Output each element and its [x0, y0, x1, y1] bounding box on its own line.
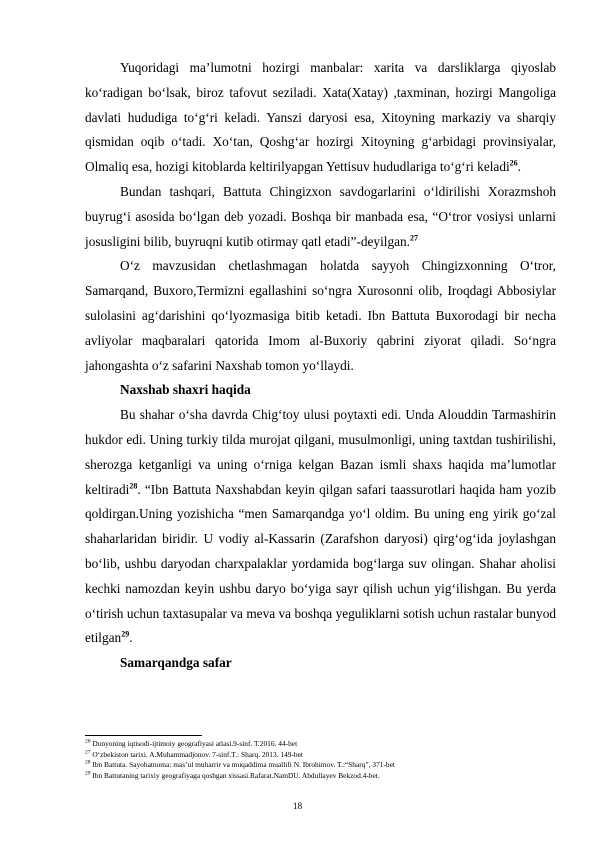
footnote-text: Ibn Battutaning tarixiy geografiyaga qoshgan xissasi.Rafarat.NamDU. Abdullayev Bekzod.4-bet.	[90, 770, 380, 780]
body-text	[85, 56, 556, 676]
footnote-ref[interactable]: 26	[509, 158, 518, 168]
paragraph-3	[85, 254, 556, 378]
footnote-number: 27	[85, 749, 91, 756]
paragraph-4	[85, 403, 556, 651]
section-heading: Samarqandga safar	[120, 655, 232, 671]
paragraph-text: . “Ibn Battuta Naxshabdan keyin qilgan safari taassurotlari haqida ham yozib qoldirgan.Uning yozishicha “men Samarqandga yo‘l oldim. Bu uning eng yirik go‘zal shaharlaridan biridir. U vodiy al-Kassarin (Zarafshon daryosi) qirg‘og‘ida joylashgan bo‘lib, ushbu daryodan charxpalaklar yordamida bog‘larga suv olingan. Shahar aholisi kechki namozdan keyin ushbu daryo bo‘yiga sayr qilish uchun yig‘ilishgan. Bu yerda o‘tirish uchun taxtasupalar va meva va boshqa yeguliklarni sotish uchun rastalar bunyod etilgan	[85, 481, 556, 646]
paragraph-2	[85, 180, 556, 254]
footnote-text: Ibn Battuta. Sayohatnoma: mas’ul muharrir va muqaddima muallifi N. Ibrohimov. T.:“Sharq”, 371-bet	[90, 760, 395, 769]
footnote-text: Dunyoning iqtisodi-ijtimoiy geografiyasi atlasi.9-sinf. T.2016. 44-bet	[90, 739, 298, 748]
punctuation: .	[517, 159, 521, 175]
paragraph-1	[85, 56, 556, 180]
page-number: 18	[292, 802, 303, 812]
footnotes	[85, 739, 556, 781]
footnote	[85, 771, 556, 782]
paragraph-text: O‘z mavzusidan chetlashmagan holatda sayyoh Chingizxonning O‘tror, Samarqand, Buxoro,Termizni egallashini so‘ngra Xurosonni olib, Iroqdagi Abbosiylar sulolasini ag‘darishini qo‘lyozmasiga bitib ketadi. Ibn Battuta Buxorodagi bir necha avliyolar maqbaralari qatorida Imom al-Buxoriy qabrini ziyorat qiladi. So‘ngra jahongashta o‘z safarini Naxshab tomon yo‘llaydi.	[85, 258, 556, 373]
footnote	[85, 739, 556, 750]
footnote-ref[interactable]: 27	[410, 233, 418, 243]
section-heading: Naxshab shaxri haqida	[120, 382, 251, 398]
punctuation: .	[129, 630, 133, 646]
footnote	[85, 750, 556, 761]
paragraph-text: Bundan tashqari, Battuta Chingizxon savdogarlarini o‘ldirilishi Xorazmshoh buyrug‘i asosida bo‘lgan deb yozadi. Boshqa bir manbada esa, “O‘tror vosiysi unlarni josusligini bilib, buyruqni kutib otirmay qatl etadi”-deyilgan.	[85, 183, 556, 249]
footnote-number: 26	[85, 738, 91, 745]
footnote-number: 29	[85, 770, 91, 777]
footnote-text: O‘zbekiston tarixi. A.Muhammadjonov. 7-sinf.T.: Sharq. 2013. 149-bet	[90, 749, 303, 759]
footnote-ref[interactable]: 29	[121, 629, 130, 639]
footnote-ref[interactable]: 28	[129, 481, 138, 491]
paragraph-text: Bu shahar o‘sha davrda Chig‘toy ulusi poytaxti edi. Unda Alouddin Tarmashirin hukdor edi. Uning turkiy tilda murojat qilgani, musulmonligi, uning taxtdan tushirilishi, sherozga ketganligi va uning o‘rniga kelgan Bazan ismli shaxs haqida ma’lumotlar keltiradi	[85, 407, 556, 497]
footnote-divider	[85, 735, 202, 736]
footnote	[85, 760, 556, 771]
paragraph-text: Yuqoridagi ma’lumotni hozirgi manbalar: xarita va darsliklarga qiyoslab ko‘radigan bo‘lsak, biroz tafovut seziladi. Xata(Xatay) ,taxminan, hozirgi Mangoliga davlati hududiga to‘g‘ri keladi. Yanszi daryosi esa, Xitoyning markaziy va sharqiy qismidan oqib o‘tadi. Xo‘tan, Qoshg‘ar hozirgi Xitoyning g‘arbidagi provinsiyalar, Olmaliq esa, hozigi kitoblarda keltirilyapgan Yettisuv hududlariga to‘g‘ri keladi	[85, 60, 556, 175]
footnote-number: 28	[85, 759, 91, 766]
